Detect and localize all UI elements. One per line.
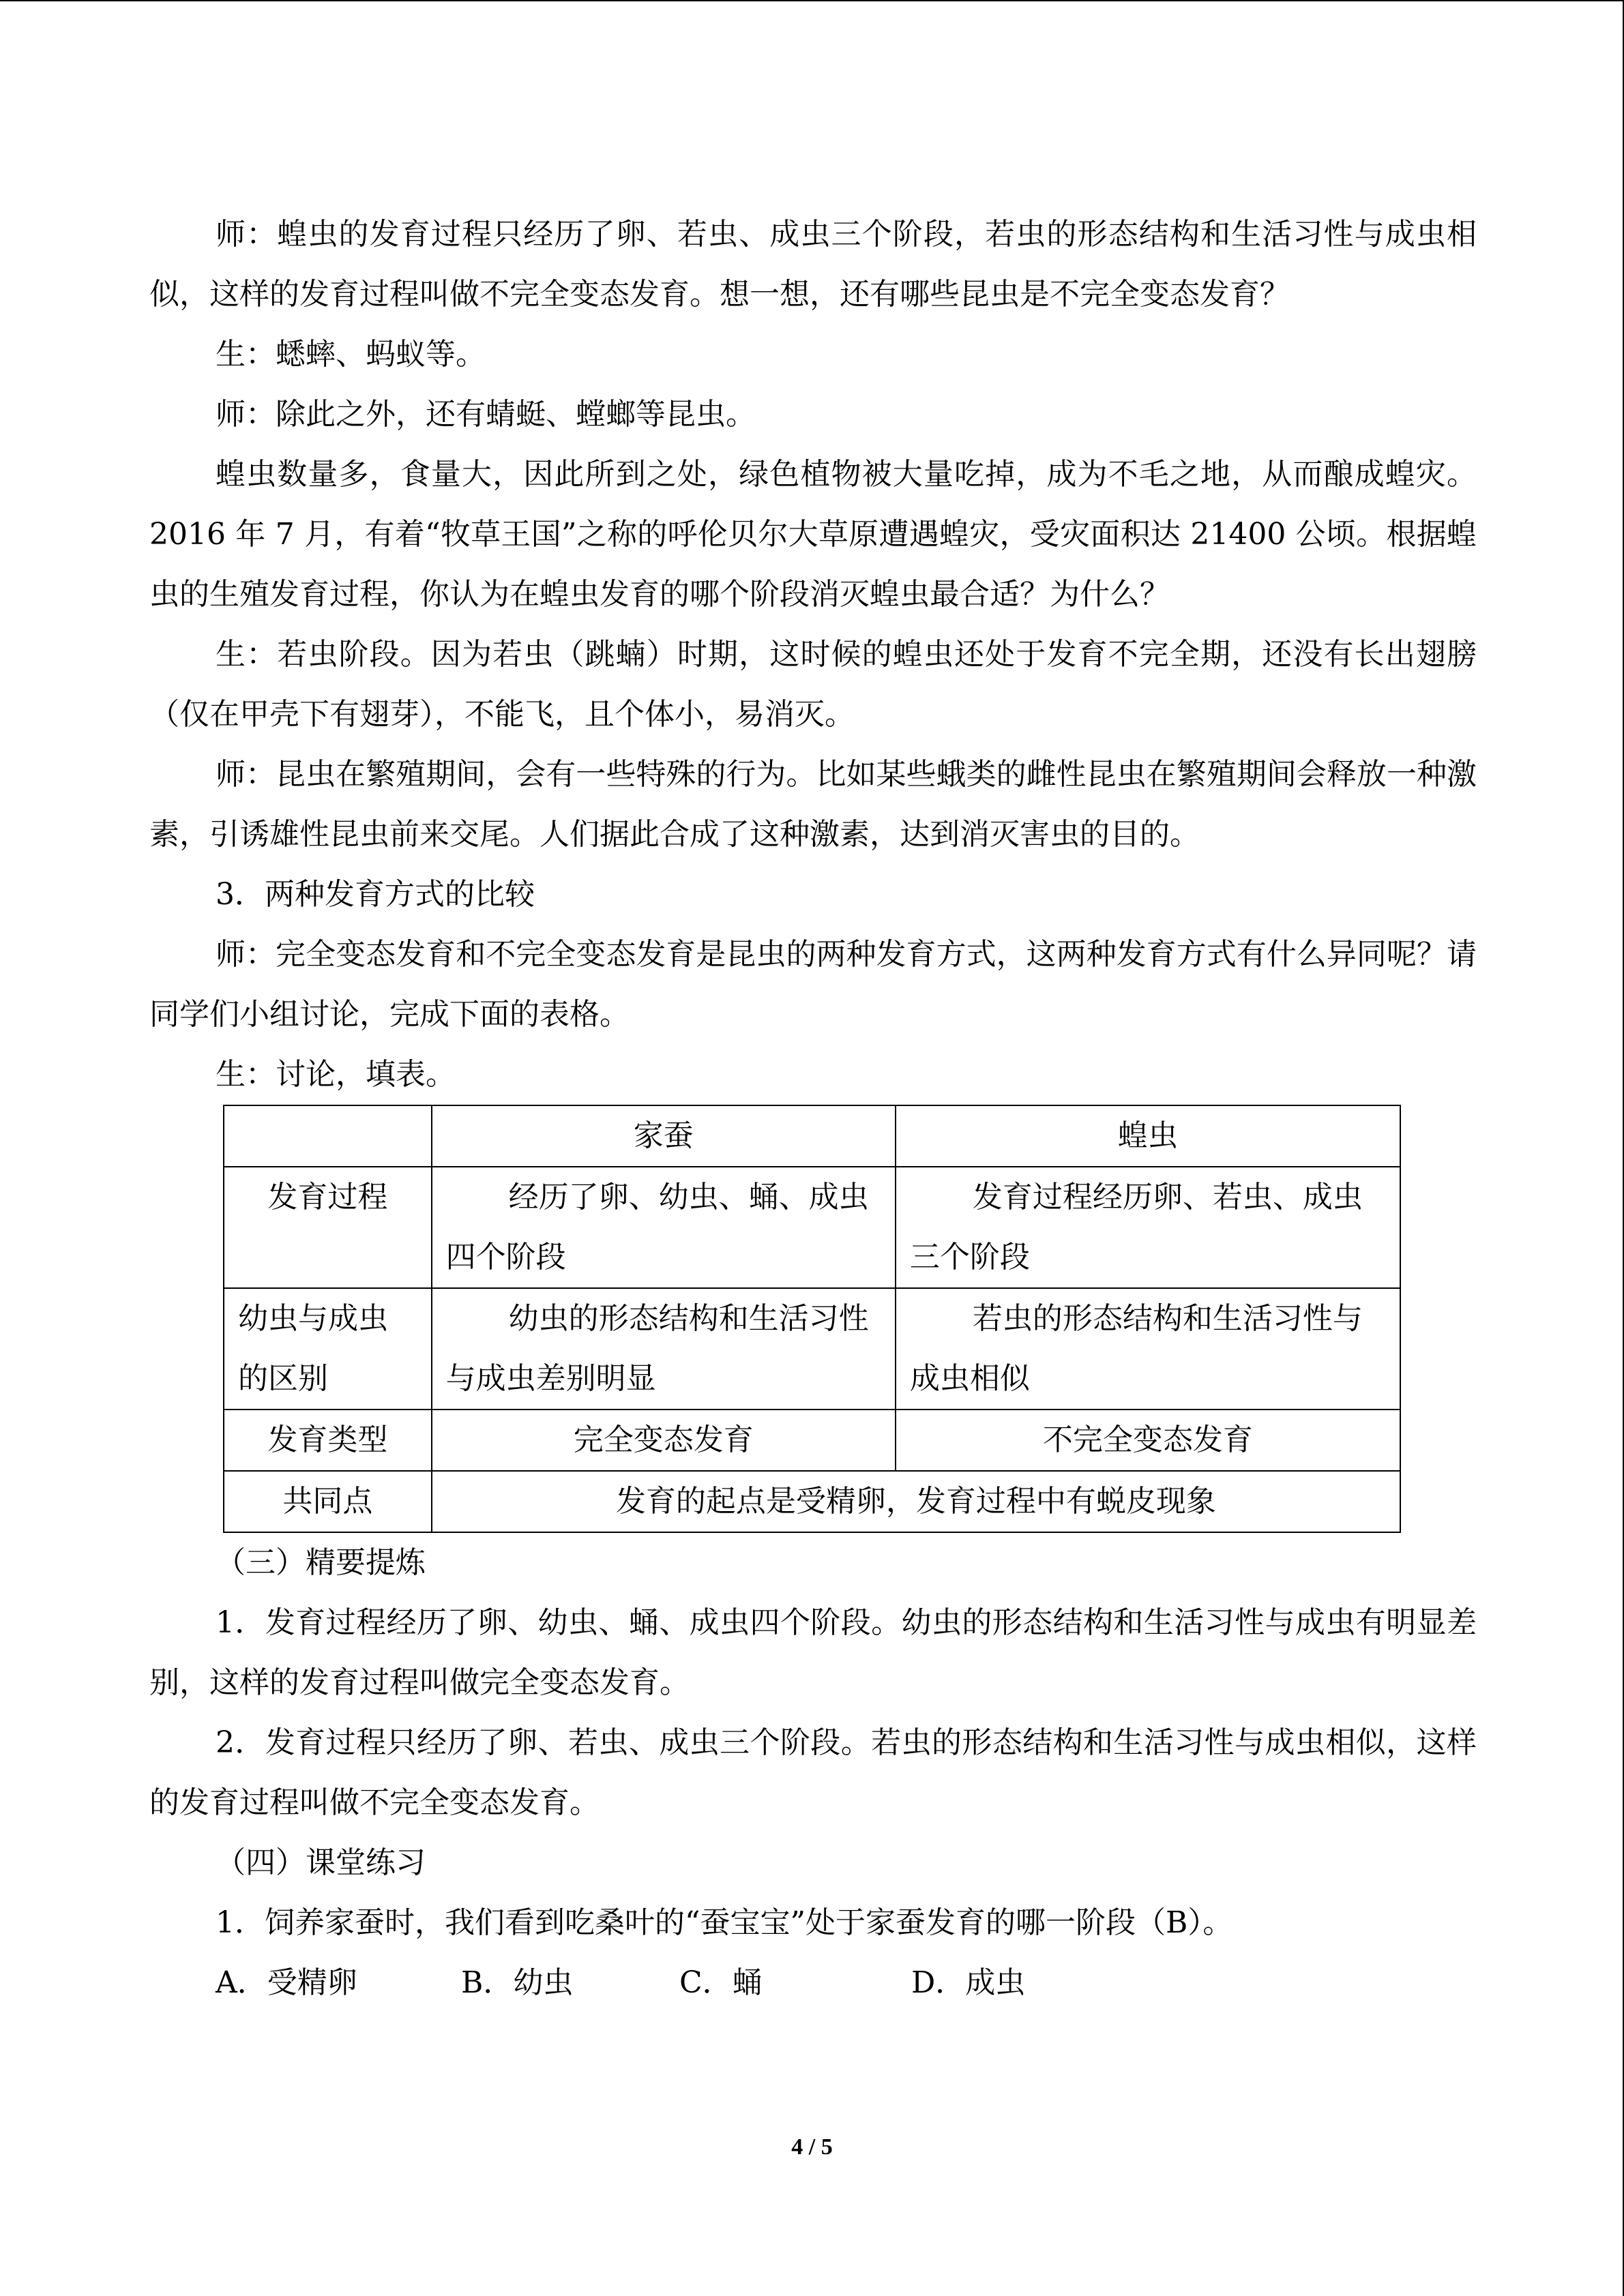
section-heading: 3．两种发育方式的比较	[216, 877, 535, 912]
paragraph: 蝗虫数量多，食量大，因此所到之处，绿色植物被大量吃掉，成为不毛之地，从而酿成蝗灾。2016 年 7 月，有着“牧草王国”之称的呼伦贝尔大草原遭遇蝗灾，受灾面积达 21400 公顷。根据蝗虫的生殖发育过程，你认为在蝗虫发育的哪个阶段消灭蝗虫最合适？为什么？	[149, 457, 1477, 612]
table-header-cell: 蝗虫	[896, 1105, 1400, 1167]
option-a: A．受精卵	[216, 1965, 357, 2000]
question: 1．饲养家蚕时，我们看到吃桑叶的“蚕宝宝”处于家蚕发育的哪一阶段（B）。	[216, 1905, 1233, 1940]
table-row-label: 幼虫与成虫的区别	[224, 1288, 432, 1410]
paragraph: 生：讨论，填表。	[216, 1057, 456, 1092]
paragraph: 师：昆虫在繁殖期间，会有一些特殊的行为。比如某些蛾类的雌性昆虫在繁殖期间会释放一种激素，引诱雄性昆虫前来交尾。人们据此合成了这种激素，达到消灭害虫的目的。	[149, 757, 1477, 852]
table-header-cell: 家蚕	[432, 1105, 896, 1167]
table-cell: 若虫的形态结构和生活习性与成虫相似	[896, 1288, 1400, 1410]
section-heading: （四）课堂练习	[216, 1845, 426, 1880]
document-body	[149, 205, 1477, 2013]
table-row-label: 发育过程	[224, 1167, 432, 1288]
paragraph: 师：除此之外，还有蜻蜓、螳螂等昆虫。	[216, 397, 756, 432]
paragraph: 2．发育过程只经历了卵、若虫、成虫三个阶段。若虫的形态结构和生活习性与成虫相似，这样的发育过程叫做不完全变态发育。	[149, 1725, 1477, 1820]
table-header-cell	[224, 1105, 432, 1167]
option-d: D．成虫	[911, 1965, 1026, 2000]
table-row	[224, 1288, 1400, 1410]
table-row-label: 共同点	[224, 1471, 432, 1532]
paragraph: 生：若虫阶段。因为若虫（跳蝻）时期，这时候的蝗虫还处于发育不完全期，还没有长出翅膀（仅在甲壳下有翅芽），不能飞，且个体小，易消灭。	[149, 637, 1477, 732]
option-c: C．蛹	[679, 1965, 763, 2000]
table-cell: 不完全变态发育	[896, 1410, 1400, 1471]
table-header-row	[224, 1105, 1400, 1167]
table-cell: 发育的起点是受精卵，发育过程中有蜕皮现象	[432, 1471, 1400, 1532]
table-cell: 完全变态发育	[432, 1410, 896, 1471]
page-border-top	[0, 0, 1624, 1]
paragraph: 生：蟋蟀、蚂蚁等。	[216, 337, 486, 372]
page-number: 4 / 5	[791, 2134, 833, 2160]
paragraph: 1．发育过程经历了卵、幼虫、蛹、成虫四个阶段。幼虫的形态结构和生活习性与成虫有明显差别，这样的发育过程叫做完全变态发育。	[149, 1605, 1477, 1700]
table-cell: 经历了卵、幼虫、蛹、成虫四个阶段	[432, 1167, 896, 1288]
paragraph: 师：蝗虫的发育过程只经历了卵、若虫、成虫三个阶段，若虫的形态结构和生活习性与成虫相似，这样的发育过程叫做不完全变态发育。想一想，还有哪些昆虫是不完全变态发育？	[149, 217, 1477, 312]
table-row	[224, 1410, 1400, 1471]
section-heading: （三）精要提炼	[216, 1545, 426, 1580]
table-cell: 发育过程经历卵、若虫、成虫三个阶段	[896, 1167, 1400, 1288]
paragraph: 师：完全变态发育和不完全变态发育是昆虫的两种发育方式，这两种发育方式有什么异同呢？请同学们小组讨论，完成下面的表格。	[149, 937, 1477, 1032]
table-row	[224, 1167, 1400, 1288]
comparison-table	[223, 1105, 1401, 1533]
table-row-label: 发育类型	[224, 1410, 432, 1471]
table-cell: 幼虫的形态结构和生活习性与成虫差别明显	[432, 1288, 896, 1410]
table-row	[224, 1471, 1400, 1532]
answer-options	[149, 1953, 1477, 2013]
option-b: B．幼虫	[461, 1965, 574, 2000]
